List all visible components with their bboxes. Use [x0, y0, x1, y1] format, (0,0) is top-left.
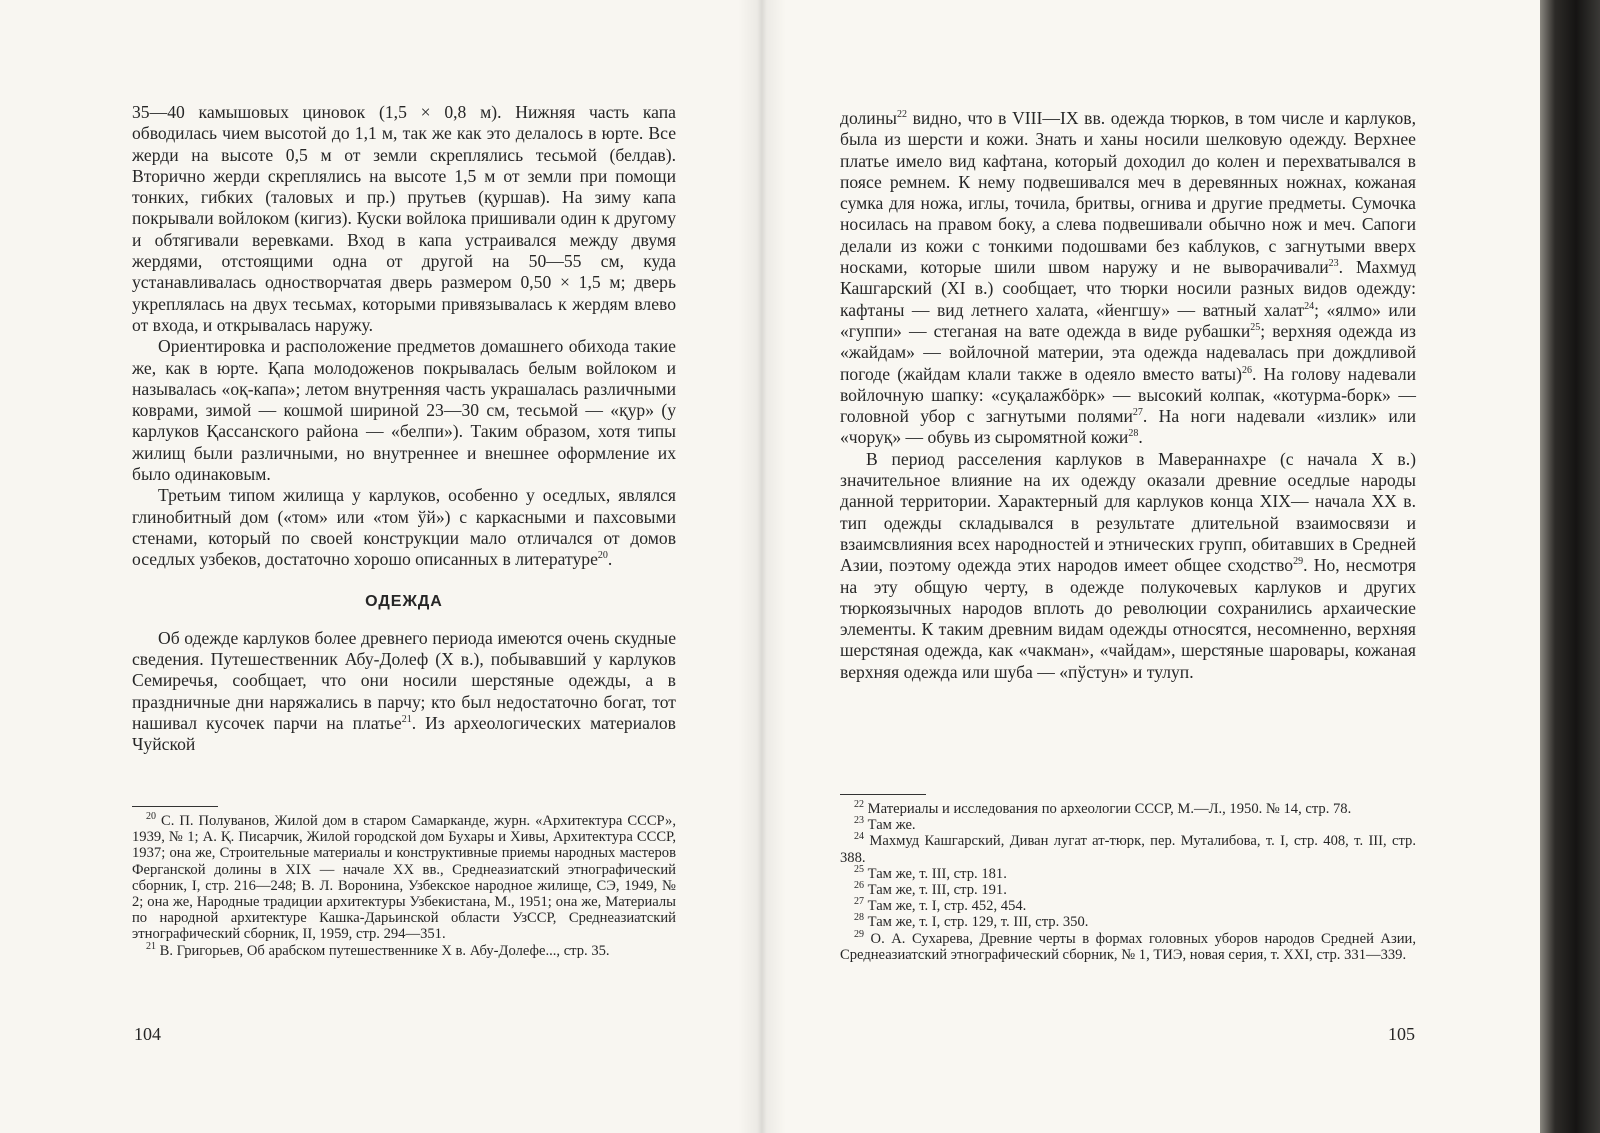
- footnote-number: 23: [854, 815, 864, 827]
- page-number: 105: [1388, 1024, 1415, 1044]
- paragraph: Ориентировка и расположение предметов домашнего обихода такие же, как в юрте. Қапа молодоженов покрывалась белым войлоком и называлась «оқ-капа»; летом внутренняя часть украшалась различными коврами, зимой — кошмой шириной 23—30 см, тесьмой — «қур» (у карлуков Қассанского района — «белпи»). Таким образом, хотя типы жилищ были различными, но внутреннее и внешнее оформление их было одинаковым.: [132, 336, 676, 485]
- footnote: [840, 817, 1416, 833]
- right-page-body: [840, 108, 1416, 683]
- footnote-ref: 20: [597, 550, 608, 562]
- footnote-text: О. А. Сухарева, Древние черты в формах головных уборов народов Средней Азии, Среднеазиатский этнографический сборник, № 1, ТИЭ, новая серия, т. XXI, стр. 331—339.: [840, 930, 1416, 963]
- paragraph: [840, 108, 1416, 449]
- paragraph-text: . Из археологических материалов Чуйской: [132, 713, 676, 755]
- paragraph-text: В период расселения карлуков в Мавераннахре (с начала X в.) значительное влияние на их одежду оказали древние оседлые народы данной территории. Характерный для карлуков конца XIX— начала XX в. тип одежды складывался в результате длительной взаимосвязи и взаимсвлияния всех народностей и этнических групп, обитавших в Средней Азии, поэтому одежда этих народов имеет общее сходство: [840, 448, 1416, 576]
- paragraph-text: . Но, несмотря на эту общую черту, в одежде полукочевых карлуков и других тюркоязычных народов вплоть до революции сохранились архаические элементы. К таким древним видам одежды относятся, несомненно, верхняя шерстяная одежда, как «чакман», «чайдам», шерстяные шаровары, кожаная верхняя одежда или шуба — «пўстун» и тулуп.: [840, 555, 1417, 682]
- book-edge: [1540, 0, 1600, 1133]
- footnote-ref: 24: [1304, 300, 1315, 312]
- footnote: [132, 813, 676, 943]
- footnote-text: Материалы и исследования по археологии СССР, М.—Л., 1950. № 14, стр. 78.: [867, 801, 1352, 817]
- footnote-number: 26: [854, 880, 864, 892]
- footnote-number: 21: [146, 940, 156, 952]
- footnote-ref: 25: [1250, 322, 1261, 334]
- footnote-text: Там же.: [867, 817, 916, 834]
- paragraph-text: ; верхняя одежда из «жайдам» — войлочной материи, эта одежда надевалась при дождливой погоде (жайдам клали также в одеяло вместо ваты): [840, 320, 1417, 384]
- paragraph-text: ; «ялмо» или «гуппи» — стеганая на вате одежда в виде рубашки: [840, 299, 1416, 341]
- footnote-divider: [132, 806, 218, 807]
- footnote: [840, 801, 1416, 817]
- footnote-number: 27: [854, 896, 864, 908]
- footnote-text: Махмуд Кашгарский, Диван лугат ат-тюрк, пер. Муталибова, т. I, стр. 408, т. III, стр. 388.: [840, 833, 1417, 866]
- paragraph-text: .: [1138, 427, 1143, 448]
- paragraph-text: видно, что в VIII—IX вв. одежда тюрков, в том числе и карлуков, была из шерсти и кожи. Знать и ханы носили шелковую одежду. Верхнее платье имело вид кафтана, который доходил до колен и перехватывался в поясе ремнем. К нему подвешивался меч в деревянных ножнах, кожаная сумка для ножа, иглы, точила, бритвы, огнива и другие предметы. Сумочка носилась на правом боку, а слева подвешивали обычно нож и меч. Сапоги делали из кожи с тонкими подошвами без каблуков, с загнутыми вверх носками, которые шили швом наружу и не выворачивали: [840, 108, 1416, 278]
- left-page: [0, 0, 762, 1133]
- footnote-text: Там же, т. III, стр. 181.: [867, 865, 1007, 882]
- left-footnotes: [132, 806, 676, 959]
- footnote-ref: 28: [1128, 428, 1139, 440]
- footnote-number: 22: [854, 799, 864, 811]
- paragraph-text: долины: [840, 108, 897, 128]
- footnote-ref: 21: [401, 714, 412, 726]
- footnote-text: С. П. Полуванов, Жилой дом в старом Самарканде, журн. «Архитектура СССР», 1939, № 1; А. Қ. Писарчик, Жилой городской дом Бухары и Хивы, Архитектура СССР, 1937; она же, Строительные материалы и конструктивные приемы народных мастеров Ферганской долины в XIX — начале XX вв., Среднеазиатский этнографический сборник, I, стр. 216—248; В. Л. Воронина, Узбекское народное жилище, СЭ, 1949, № 2; она же, Народные традиции архитектуры Узбекистана, М., 1951; она же, Материалы по народной архитектуре Кашка-Дарьинской области УзССР, Среднеазиатский этнографический сборник, II, 1959, стр. 294—351.: [132, 813, 676, 943]
- footnote-ref: 26: [1242, 364, 1252, 376]
- footnote-ref: 23: [1328, 258, 1339, 270]
- footnote-text: Там же, т. III, стр. 191.: [867, 882, 1007, 899]
- paragraph: [840, 449, 1416, 683]
- footnote: [840, 863, 1416, 882]
- paragraph-text: . На голову надевали войлочную шапку: «суқалажбӧрк» — высокий колпак, «котурма-борк» — головной убор с загнутыми полями: [840, 363, 1417, 427]
- paragraph-text: .: [607, 549, 613, 570]
- footnote: [840, 882, 1416, 898]
- footnote-ref: 27: [1132, 407, 1143, 419]
- right-footnotes: [840, 794, 1416, 963]
- footnote-number: 20: [146, 811, 156, 823]
- footnote: [840, 898, 1416, 914]
- footnote-ref: 22: [896, 109, 907, 121]
- left-page-body: [132, 102, 676, 756]
- footnote: [132, 940, 676, 959]
- footnote-text: В. Григорьев, Об арабском путешественнике X в. Абу-Долефе..., стр. 35.: [159, 942, 610, 959]
- paragraph: 35—40 камышовых циновок (1,5 × 0,8 м). Нижняя часть капа обводилась чием высотой до 1,1 м, так же как это делалось в юрте. Все жерди на высоте 0,5 м от земли скреплялись тесьмой (белдав). Вторично жерди скреплялись на высоте 1,5 м от земли при помощи тонких, гибких (таловых и пр.) прутьев (қуршав). На зиму капа покрывали войлоком (кигиз). Куски войлока пришивали один к другому и обтягивали веревками. Вход в капа устраивался между двумя жердями, отстоящими одна от другой на 50—55 см, куда устанавливалась одностворчатая дверь размером 0,50 × 1,5 м; дверь укреплялась на двух тесьмах, которыми привязывалась к жердям влево от входа, и открывалась наружу.: [132, 102, 676, 335]
- paragraph: [132, 628, 676, 756]
- footnote-number: 29: [854, 928, 864, 940]
- footnote-text: Там же, т. I, стр. 129, т. III, стр. 350.: [867, 914, 1089, 931]
- footnote-number: 24: [854, 831, 864, 843]
- footnote-number: 25: [854, 863, 864, 875]
- right-page: [762, 0, 1540, 1133]
- paragraph-text: . На ноги надевали «излик» или «чоруқ» — обувь из сыромятной кожи: [840, 406, 1417, 448]
- footnote: [840, 833, 1416, 865]
- section-heading: ОДЕЖДА: [365, 592, 443, 610]
- footnote-number: 28: [854, 912, 864, 924]
- paragraph-text: Об одежде карлуков более древнего периода имеются очень скудные сведения. Путешественник Абу-Долеф (X в.), побывавший у карлуков Семиречья, сообщает, что они носили шерстяные одежды, а в праздничные дни наряжались в парчу; кто был недостаточно богат, тот нашивал кусочек парчи на платье: [132, 627, 676, 734]
- paragraph-text: Третьим типом жилища у карлуков, особенно у оседлых, являлся глинобитный дом («том» или «том ўй») с каркасными и пахсовыми стенами, который по своей конструкции мало отличался от домов оседлых узбеков, достаточно хорошо описанных в литературе: [132, 485, 676, 570]
- book-gutter-shadow: [738, 0, 786, 1133]
- footnote: [840, 928, 1416, 963]
- footnote: [840, 914, 1416, 930]
- footnote-divider: [840, 794, 926, 795]
- page-number: 104: [134, 1024, 161, 1044]
- paragraph-text: . Махмуд Кашгарский (XI в.) сообщает, что тюрки носили разных видов одежду: кафтаны — вид летнего халата, «йенгшу» — ватный халат: [840, 257, 1416, 320]
- footnote-ref: 29: [1293, 556, 1304, 568]
- paragraph: [132, 485, 676, 570]
- footnote-text: Там же, т. I, стр. 452, 454.: [867, 898, 1027, 915]
